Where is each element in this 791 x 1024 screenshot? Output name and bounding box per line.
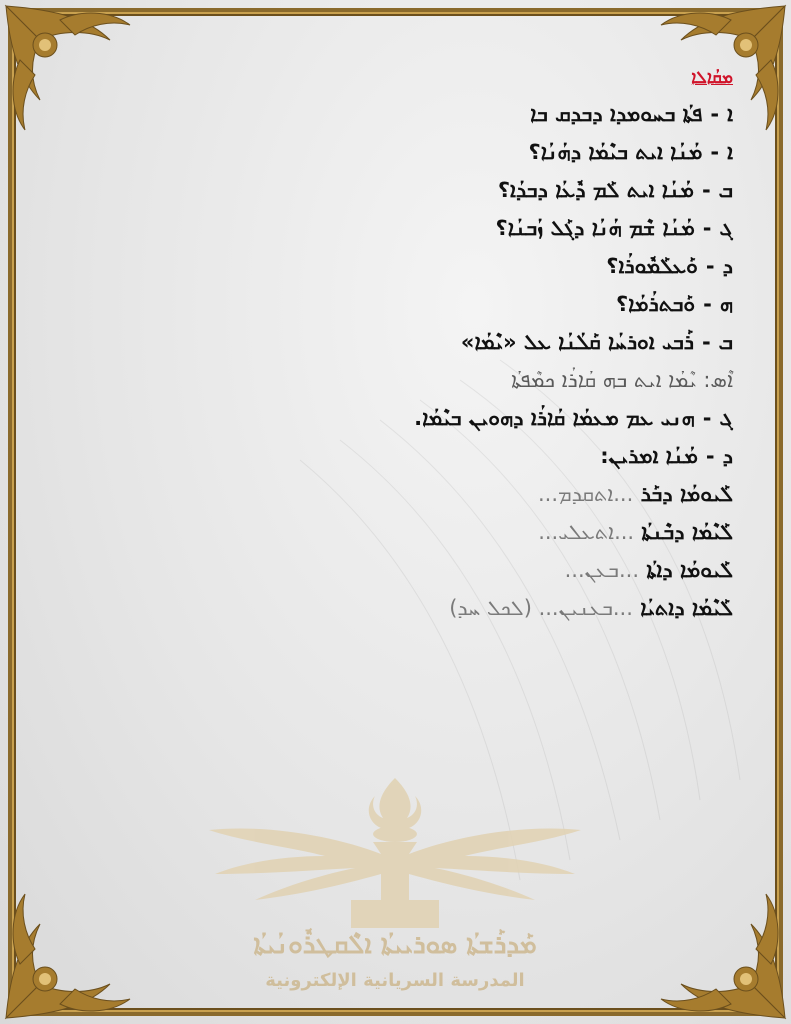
- question-line: ܓ-ܗܢܝ ܥܡ ܡܥܡܳܐ ܩܳܐܪܳܐ ܕܗܘܝܢ ܒܝܶܡܳܐ.: [414, 406, 733, 430]
- answer-line: ܠܰܝܘܡܳܐ ܕܐܬܳܐ ...ܒܥܢ...: [564, 558, 733, 582]
- corner-ornament-bottom-left: [0, 874, 190, 1024]
- school-logo: [205, 770, 585, 1000]
- logo-arabic-text: المدرسة السريانية الإلكترونية: [265, 970, 525, 991]
- question-line: ܕ-ܘܰܥܠܰܡܽܘܪܳܐ؟: [606, 254, 733, 278]
- question-line: ܓ-ܡܳܢܳܐ ܫܶܡ ܗܳܢܳܐ ܕܓܰܠ ܙܳܒܢܳܐ؟: [495, 216, 733, 240]
- example-line: ܐܶܣ: ܝܶܡܳܐ ܐܝܬ ܒܗ ܩܳܐܪܳܐ ܟܡܶܦܬܳܐ: [511, 368, 733, 392]
- logo-syriac-text: ܡܰܕܪܰܫܬܳܐ ܣܘܪܝܝܬܳܐ ܐܠܶܩܛܪܽܘܢܳܝܬܳܐ: [253, 930, 537, 960]
- question-line: ܐ-ܡܳܢܳܐ ܐܝܬ ܒܝܶܡܳܐ ܕܗܳܢܳܐ؟: [528, 140, 733, 164]
- corner-ornament-bottom-right: [601, 874, 791, 1024]
- question-line: ܒ-ܡܳܢܳܐ ܐܝܬ ܠܰܡ ܕܽܥܳܐ ܕܒܕܳܐ؟: [497, 178, 733, 202]
- question-line: ܗ-ܘܰܒܬܪܳܡܳܐ؟: [615, 292, 733, 316]
- answer-line: ܠܰܝܶܡܳܐ ܕܐܬܝܳܐ ...ܒܥܢܝܢ... (ܠܟܠ ܚܕ): [449, 596, 733, 620]
- answer-line: ܠܰܝܶܡܳܐ ܕܒܶܢܬܳܐ ...ܐܬܥܠܝ...: [538, 520, 733, 544]
- question-line: ܐ-ܦܬܳܐ ܒܚܘܡܕܐ ܕܒܕܩ ܒܐ: [530, 102, 733, 126]
- winged-emblem-icon: [205, 770, 585, 930]
- lesson-content: [33, 68, 733, 630]
- question-line: ܕ-ܡܳܢܳܐ ܐܡܪܝܢ:: [600, 444, 733, 468]
- question-line: ܒ-ܪܰܒܝ ܐܘܪܚܳܐ ܩܰܠܳܢܳܐ ܥܠ «ܝܶܡܳܐ»: [460, 330, 733, 354]
- lesson-heading: ܡܩܳܐܠܐ: [691, 68, 733, 88]
- answer-line: ܠܰܝܘܡܳܐ ܕܒܰܪ ...ܐܬܩܕܡ...: [537, 482, 733, 506]
